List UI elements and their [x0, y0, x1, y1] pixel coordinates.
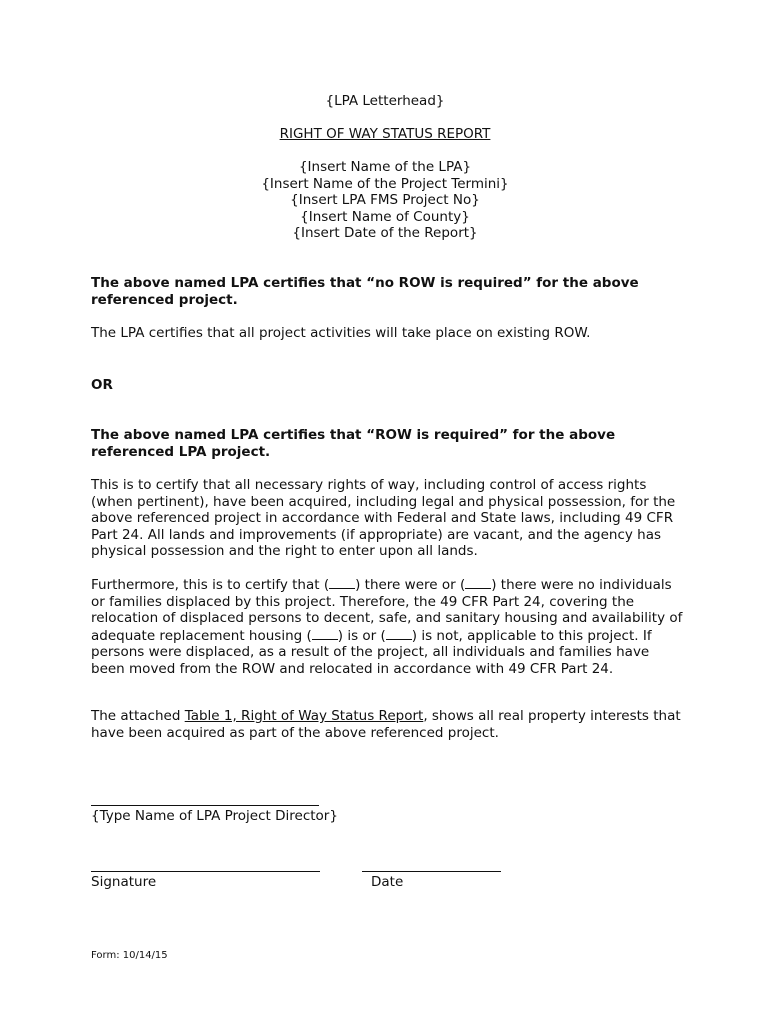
director-name-line: [91, 805, 319, 806]
placeholder-lpa-name: {Insert Name of the LPA}: [298, 159, 472, 175]
letterhead-placeholder: {LPA Letterhead}: [325, 93, 445, 109]
displacement-text-3: ) there were no individuals or families displaced by this project. Therefore, the 49 CFR Part 24, covering the relocation of displaced persons to decent, safe, and sanitary housing and availability of adequate replacement housing (: [91, 577, 683, 644]
or-divider-label: OR: [91, 377, 113, 393]
none-displaced-blank[interactable]: [465, 576, 491, 589]
displacement-text-5: ) is not, applicable to this project. If persons were displaced, as a result of the project, all individuals and families have been moved from the ROW and relocated in accordance with 49 CFR Part 24.: [91, 627, 652, 677]
placeholder-fms-project-no: {Insert LPA FMS Project No}: [290, 192, 480, 208]
is-applicable-blank[interactable]: [312, 627, 338, 640]
form-revision-date: Form: 10/14/15: [91, 950, 168, 961]
certification-paragraph: This is to certify that all necessary rights of way, including control of access rights (when pertinent), have been acquired, including legal and physical possession, for the above referenced project in accordance with Federal and State laws, including 49 CFR Part 24. All lands and improvements (if appropriate) are vacant, and the agency has physical possession and the right to enter upon all lands.: [91, 477, 676, 559]
displacement-text-2: ) there were or (: [355, 577, 466, 593]
report-title: RIGHT OF WAY STATUS REPORT: [279, 126, 491, 142]
signature-label: Signature: [91, 874, 157, 890]
placeholder-county: {Insert Name of County}: [300, 208, 470, 225]
attachment-paragraph: [91, 708, 686, 741]
attachment-prefix: The attached: [91, 708, 185, 724]
not-applicable-blank[interactable]: [386, 627, 412, 640]
date-label: Date: [371, 874, 404, 890]
placeholder-project-termini: {Insert Name of the Project Termini}: [261, 175, 509, 192]
no-row-heading: The above named LPA certifies that “no ROW is required” for the above referenced project.: [91, 275, 639, 308]
signature-line: [91, 871, 320, 872]
table-1-reference-link[interactable]: Table 1, Right of Way Status Report: [184, 708, 424, 724]
placeholder-report-date: {Insert Date of the Report}: [292, 225, 478, 241]
were-displaced-blank[interactable]: [329, 576, 355, 589]
attachment-suffix: , shows all real property interests that have been acquired as part of the above referenced project.: [91, 708, 681, 741]
page-title: [0, 126, 770, 143]
displacement-paragraph: [91, 576, 687, 677]
row-required-heading: The above named LPA certifies that “ROW is required” for the above referenced LPA project.: [91, 427, 616, 460]
no-row-body: The LPA certifies that all project activities will take place on existing ROW.: [91, 325, 591, 341]
director-name-label: {Type Name of LPA Project Director}: [91, 808, 338, 824]
date-line: [362, 871, 501, 872]
displacement-text-4: ) is or (: [337, 627, 386, 644]
displacement-text-1: Furthermore, this is to certify that (: [91, 577, 330, 593]
